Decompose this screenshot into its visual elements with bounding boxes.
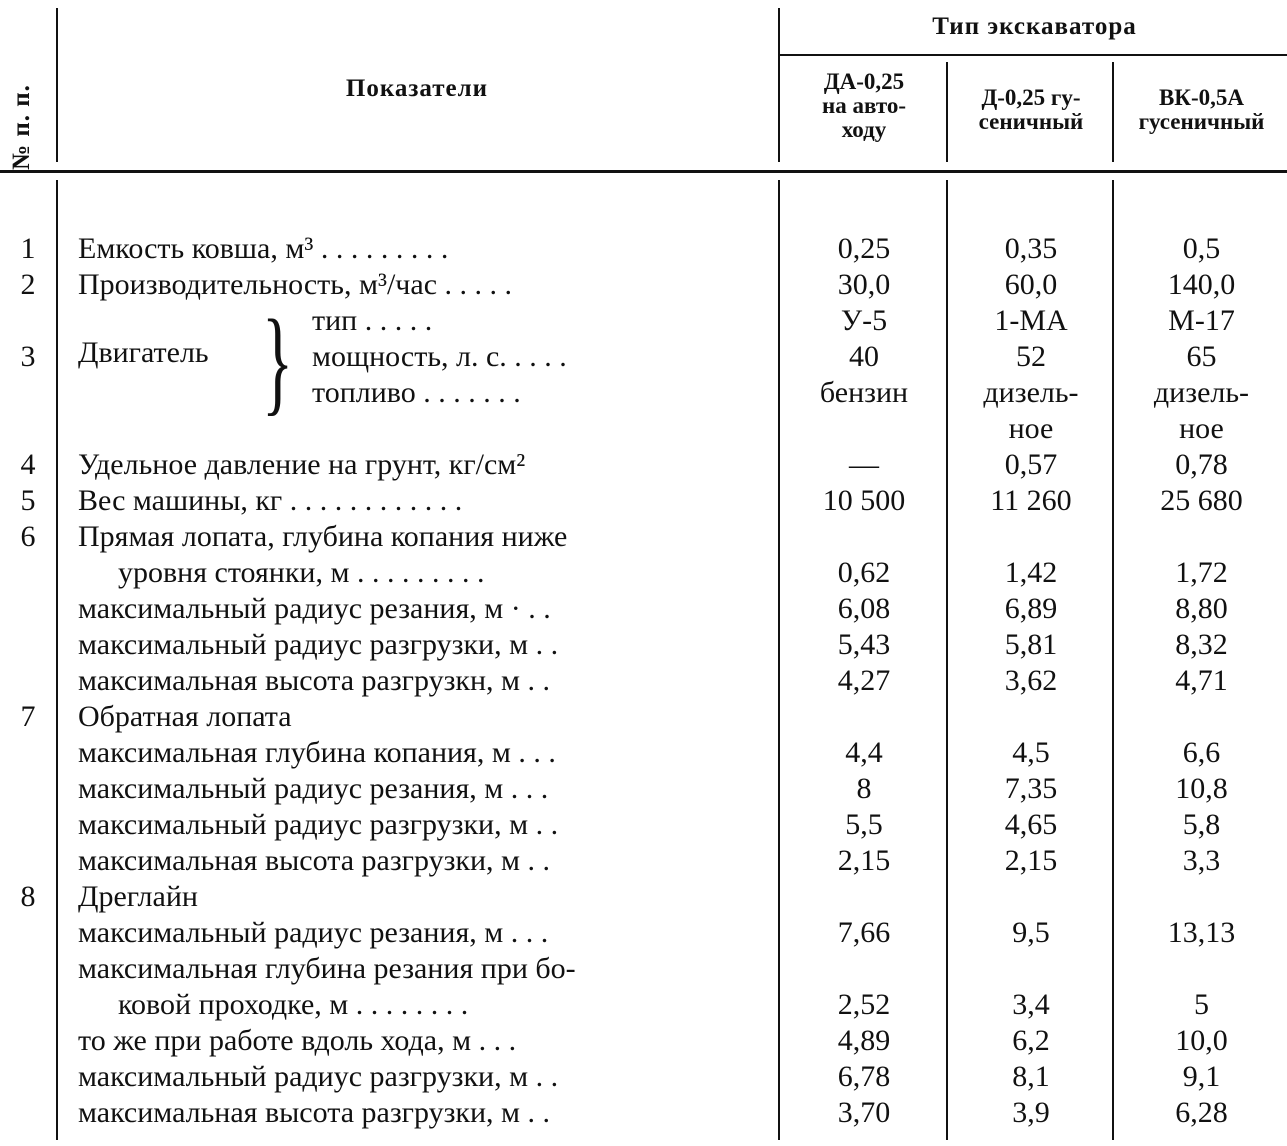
- row-number: 3: [20, 340, 36, 373]
- value-cell: 5,5: [845, 808, 883, 841]
- excavator-type-header: Тип экскаватора: [932, 13, 1137, 40]
- value-cell: 7,66: [837, 916, 891, 949]
- row-label: [78, 268, 512, 302]
- value-cell: 25 680: [1160, 484, 1243, 517]
- row-label-text: максимальный радиус разгрузки, м: [78, 808, 529, 841]
- row-label: [78, 736, 556, 770]
- value-cell: 3,9: [1012, 1096, 1050, 1129]
- row-label: [78, 952, 576, 986]
- row-label: [78, 484, 462, 518]
- leader-dots: . .: [520, 664, 551, 697]
- value-cell: 0,78: [1175, 448, 1228, 481]
- value-cell: 8,1: [1012, 1060, 1050, 1093]
- column-header-da025: ДА-0,25 на авто- ходу: [821, 69, 906, 143]
- leader-dots: . . . .: [506, 340, 567, 373]
- row-number: 4: [20, 448, 36, 481]
- row-label-text: Производительность, м³/час: [78, 268, 438, 301]
- value-cell: 52: [1016, 340, 1046, 373]
- table-row: [0, 592, 1287, 627]
- row-label-text: максимальная глубина копания, м: [78, 736, 511, 769]
- row-label: [78, 232, 448, 266]
- value-cell: 1-МА: [994, 304, 1068, 337]
- row-number: 2: [20, 268, 36, 301]
- value-cell: 4,5: [1012, 736, 1050, 769]
- value-cell: 0,25: [837, 232, 891, 265]
- value-cell: 4,89: [837, 1024, 891, 1057]
- row-label-text: уровня стоянки, м: [118, 556, 350, 589]
- value-cell: 0,57: [1004, 448, 1058, 481]
- row-label-text: Прямая лопата, глубина копания ниже: [78, 520, 568, 553]
- table-row: [0, 700, 1287, 735]
- leader-dots: . .: [520, 844, 551, 877]
- table-row: [0, 268, 1287, 303]
- value-cell: 2,52: [837, 988, 891, 1021]
- column-header-d025: Д-0,25 гу- сеничный: [978, 85, 1084, 135]
- table-row: [0, 520, 1287, 555]
- value-cell: 30,0: [837, 268, 891, 301]
- row-label-text: максимальная высота разгрузкн, м: [78, 664, 521, 697]
- row-label: [78, 592, 551, 626]
- value-cell: дизель-: [1153, 376, 1250, 409]
- row-label: [78, 880, 198, 914]
- table-row: [0, 628, 1287, 663]
- value-cell: 65: [1186, 340, 1217, 373]
- value-cell: 140,0: [1167, 268, 1236, 301]
- row-label-text: максимальная высота разгрузки, м: [78, 844, 521, 877]
- value-cell: 7,35: [1004, 772, 1058, 805]
- value-cell: 5: [1194, 988, 1209, 1021]
- value-cell: 6,2: [1012, 1024, 1050, 1057]
- row-label: [78, 700, 292, 734]
- table-row: [0, 844, 1287, 879]
- table-row: [0, 484, 1287, 519]
- row-number: 1: [20, 232, 36, 265]
- leader-dots: . .: [528, 808, 559, 841]
- table-row: [0, 376, 1287, 411]
- row-label-text: максимальный радиус резания, м: [78, 772, 504, 805]
- row-label: [78, 1096, 550, 1130]
- table-row: [0, 340, 1287, 375]
- row-number: 5: [20, 484, 36, 517]
- table-row: [0, 808, 1287, 843]
- row-label-text: Обратная лопата: [78, 700, 292, 733]
- value-cell: 40: [849, 340, 879, 373]
- value-cell: 10,8: [1175, 772, 1228, 805]
- row-label: [78, 772, 548, 806]
- value-cell: 3,70: [837, 1096, 891, 1129]
- leader-dots: . .: [528, 1060, 559, 1093]
- leader-dots: . . . . . . .: [415, 376, 521, 409]
- table-row: [0, 304, 1287, 339]
- row-label-text: максимальный радиус разгрузки, м: [78, 1060, 529, 1093]
- leader-dots: · . .: [503, 592, 551, 625]
- leader-dots: . . .: [510, 736, 556, 769]
- row-label-text: максимальный радиус разгрузки, м: [78, 628, 529, 661]
- row-label-text: мощность, л. с.: [312, 340, 507, 373]
- value-cell: 6,08: [837, 592, 891, 625]
- value-cell: бензин: [819, 376, 909, 409]
- value-cell: 10 500: [822, 484, 906, 517]
- row-label: [78, 448, 525, 482]
- value-cell: 5,8: [1182, 808, 1221, 841]
- table-row: [0, 412, 1287, 447]
- table-row: [0, 916, 1287, 951]
- row-label-text: Удельное давление на грунт, кг/см²: [78, 448, 526, 481]
- value-cell: 4,71: [1175, 664, 1228, 697]
- table-row: [0, 1024, 1287, 1059]
- table-row: [0, 880, 1287, 915]
- value-cell: 3,3: [1182, 844, 1221, 877]
- table-row: [0, 232, 1287, 267]
- row-label: [78, 808, 558, 842]
- value-cell: 4,4: [845, 736, 883, 769]
- row-label: [312, 304, 432, 338]
- row-label: [78, 1060, 558, 1094]
- leader-dots: . . .: [503, 916, 549, 949]
- value-cell: 9,1: [1182, 1060, 1221, 1093]
- value-cell: ное: [1008, 412, 1054, 445]
- table-row: [0, 772, 1287, 807]
- row-label: [312, 376, 521, 410]
- rule-mid: [778, 8, 780, 162]
- table-row: [0, 988, 1287, 1023]
- row-label-text: топливо: [312, 376, 416, 409]
- value-cell: 10,0: [1175, 1024, 1228, 1057]
- indicators-header: Показатели: [345, 75, 489, 102]
- row-label: [118, 556, 484, 590]
- row-label-text: то же при работе вдоль хода, м: [78, 1024, 472, 1057]
- table-row: [0, 448, 1287, 483]
- row-label: [78, 916, 548, 950]
- row-label-text: Вес машины, кг: [78, 484, 283, 517]
- value-cell: 3,62: [1004, 664, 1058, 697]
- row-label-text: Дреглайн: [78, 880, 198, 913]
- value-cell: 6,89: [1004, 592, 1058, 625]
- value-cell: 2,15: [1004, 844, 1058, 877]
- table-row: [0, 1060, 1287, 1095]
- table-row: [0, 736, 1287, 771]
- row-label-text: максимальный радиус резания, м: [78, 916, 504, 949]
- leader-dots: . . . . . . . .: [348, 988, 469, 1021]
- engine-label: Двигатель: [78, 336, 209, 369]
- value-cell: 60,0: [1004, 268, 1058, 301]
- leader-dots: . . . . . . . . . . . .: [282, 484, 463, 517]
- value-cell: У-5: [840, 304, 888, 337]
- value-cell: 6,28: [1175, 1096, 1228, 1129]
- table-row: [0, 556, 1287, 591]
- row-number: 8: [20, 880, 36, 913]
- row-label-text: максимальный радиус резания, м: [78, 592, 504, 625]
- brace-glyph: }: [262, 295, 294, 426]
- value-cell: 4,65: [1004, 808, 1058, 841]
- leader-dots: . . . . .: [437, 268, 513, 301]
- leader-dots: . . .: [471, 1024, 517, 1057]
- row-label: [78, 844, 550, 878]
- rule-left: [56, 8, 58, 162]
- value-cell: 8: [856, 772, 872, 805]
- value-cell: М-17: [1168, 304, 1235, 337]
- table-row: [0, 1096, 1287, 1131]
- row-number-header: № п. п.: [8, 84, 35, 170]
- row-label: [78, 664, 550, 698]
- row-number: 7: [20, 700, 36, 733]
- row-label: [78, 1024, 516, 1058]
- rule-col3: [1112, 62, 1114, 162]
- value-cell: ное: [1179, 412, 1224, 445]
- value-cell: 8,32: [1175, 628, 1228, 661]
- value-cell: 6,6: [1182, 736, 1221, 769]
- leader-dots: . .: [528, 628, 559, 661]
- row-label: [118, 988, 468, 1022]
- row-label-text: Емкость ковша, м³: [78, 232, 314, 265]
- value-cell: 1,42: [1004, 556, 1058, 589]
- row-label-text: максимальная высота разгрузки, м: [78, 1096, 521, 1129]
- row-label-text: ковой проходке, м: [118, 988, 349, 1021]
- column-header-vk05a: ВК-0,5А гусеничный: [1138, 85, 1265, 135]
- rule-group: [780, 54, 1287, 56]
- leader-dots: . .: [520, 1096, 551, 1129]
- table-row: [0, 952, 1287, 987]
- row-number: 6: [20, 520, 36, 553]
- value-cell: 4,27: [837, 664, 891, 697]
- leader-dots: . . . . . . . . .: [349, 556, 485, 589]
- row-label: [78, 628, 558, 662]
- rule-col2: [946, 62, 948, 162]
- value-cell: 9,5: [1012, 916, 1050, 949]
- row-label: [78, 520, 567, 554]
- rule-header-bottom: [0, 170, 1287, 173]
- value-cell: 5,43: [837, 628, 891, 661]
- value-cell: 6,78: [837, 1060, 891, 1093]
- value-cell: 0,35: [1004, 232, 1058, 265]
- leader-dots: . . .: [503, 772, 549, 805]
- value-cell: дизель-: [983, 376, 1079, 409]
- leader-dots: . . . . .: [357, 304, 433, 337]
- value-cell: 2,15: [837, 844, 891, 877]
- value-cell: 11 260: [990, 484, 1072, 517]
- value-cell: —: [849, 448, 879, 481]
- value-cell: 1,72: [1175, 556, 1228, 589]
- value-cell: 13,13: [1167, 916, 1236, 949]
- value-cell: 0,5: [1182, 232, 1221, 265]
- value-cell: 3,4: [1012, 988, 1050, 1021]
- row-label: [312, 340, 567, 374]
- value-cell: 8,80: [1175, 592, 1228, 625]
- value-cell: 5,81: [1004, 628, 1058, 661]
- row-label-text: тип: [312, 304, 358, 337]
- table-row: [0, 664, 1287, 699]
- leader-dots: . . . . . . . . .: [313, 232, 449, 265]
- value-cell: 0,62: [837, 556, 891, 589]
- row-label-text: максимальная глубина резания при бо-: [78, 952, 576, 985]
